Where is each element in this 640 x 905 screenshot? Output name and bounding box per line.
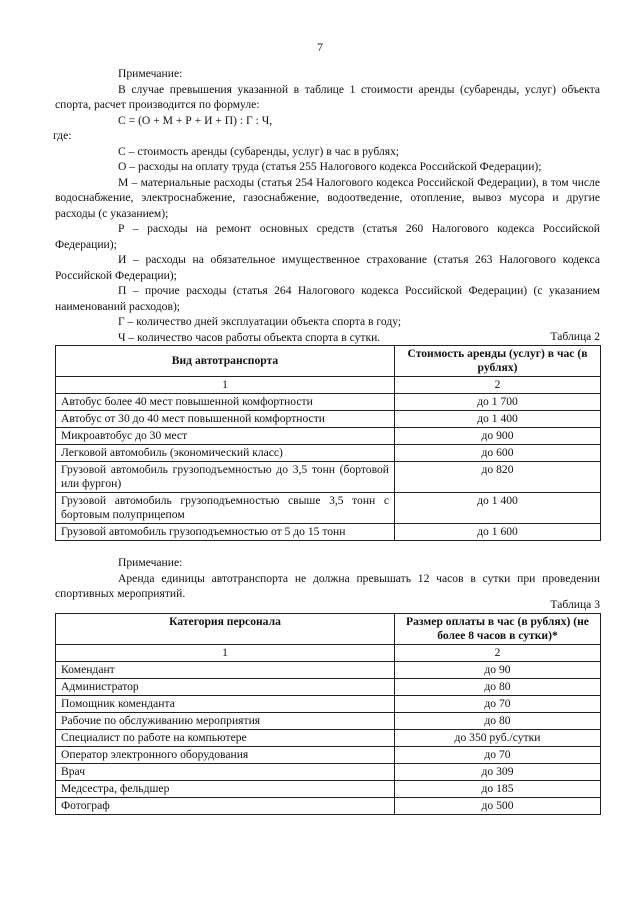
payment-cell: до 309	[395, 764, 601, 781]
staff-category-cell: Комендант	[56, 662, 395, 679]
table-row	[56, 747, 601, 764]
definition-ch: Ч – количество часов работы объекта спорта в сутки.	[118, 330, 381, 344]
price-cell: до 1 400	[395, 493, 601, 524]
column-number: 2	[395, 377, 601, 394]
table-row	[56, 764, 601, 781]
staff-category-cell: Врач	[56, 764, 395, 781]
payment-cell: до 80	[395, 679, 601, 696]
staff-category-cell: Медсестра, фельдшер	[56, 781, 395, 798]
price-cell: до 1 400	[395, 411, 601, 428]
definition-o: О – расходы на оплату труда (статья 255 Налогового кодекса Российской Федерации);	[118, 160, 542, 173]
payment-cell: до 90	[395, 662, 601, 679]
table-row	[56, 394, 601, 411]
payment-cell: до 70	[395, 696, 601, 713]
vehicle-type-cell: Микроавтобус до 30 мест	[56, 428, 395, 445]
column-header: Вид автотранспорта	[56, 346, 395, 377]
note-rent-limit-text: Аренда единицы автотранспорта не должна превышать 12 часов в сутки при проведении спортивных мероприятий.	[55, 571, 600, 600]
vehicle-type-cell: Автобус от 30 до 40 мест повышенной комфортности	[56, 411, 395, 428]
column-number-row	[56, 377, 601, 394]
note-rent-limit-block	[55, 555, 600, 602]
price-cell: до 900	[395, 428, 601, 445]
definition-c: С – стоимость аренды (субаренды, услуг) в час в рублях;	[118, 144, 400, 158]
where-label: где:	[53, 129, 72, 142]
column-number: 2	[395, 645, 601, 662]
table-row	[56, 730, 601, 747]
note-heading: Примечание:	[118, 67, 183, 80]
staff-category-cell: Специалист по работе на компьютере	[56, 730, 395, 747]
vehicle-type-cell: Грузовой автомобиль грузоподъемностью от 5 до 15 тонн	[56, 524, 395, 541]
price-cell: до 820	[395, 462, 601, 493]
table-row	[56, 679, 601, 696]
staff-payment-table	[55, 613, 601, 815]
column-number: 1	[56, 377, 395, 394]
table3-caption: Таблица 3	[550, 598, 600, 611]
staff-category-cell: Администратор	[56, 679, 395, 696]
note-heading: Примечание:	[118, 556, 183, 569]
table-header-row	[56, 614, 601, 645]
payment-cell: до 80	[395, 713, 601, 730]
price-cell: до 600	[395, 445, 601, 462]
column-number-row	[56, 645, 601, 662]
vehicle-type-cell: Грузовой автомобиль грузоподъемностью до 3,5 тонн (бортовой или фургон)	[56, 462, 395, 493]
table-row	[56, 781, 601, 798]
table-row	[56, 428, 601, 445]
vehicle-rent-table	[55, 345, 601, 541]
definition-r: Р – расходы на ремонт основных средств (статья 260 Налогового кодекса Российской Федерации);	[55, 222, 600, 251]
table-row	[56, 445, 601, 462]
definition-i: И – расходы на обязательное имущественное страхование (статья 263 Налогового кодекса Российской Федерации);	[55, 253, 600, 282]
table-row	[56, 411, 601, 428]
table-row	[56, 462, 601, 493]
table-row	[56, 493, 601, 524]
payment-cell: до 500	[395, 798, 601, 815]
table2-caption: Таблица 2	[550, 330, 600, 343]
staff-category-cell: Фотограф	[56, 798, 395, 815]
table-row	[56, 662, 601, 679]
column-header: Размер оплаты в час (в рублях) (не более 8 часов в сутки)*	[395, 614, 601, 645]
vehicle-type-cell: Автобус более 40 мест повышенной комфортности	[56, 394, 395, 411]
note-intro: В случае превышения указанной в таблице 1 стоимости аренды (субаренды, услуг) объекта спорта, расчет производится по формуле:	[55, 82, 600, 111]
staff-category-cell: Рабочие по обслуживанию мероприятия	[56, 713, 395, 730]
payment-cell: до 70	[395, 747, 601, 764]
staff-category-cell: Помощник коменданта	[56, 696, 395, 713]
definition-m: М – материальные расходы (статья 254 Налогового кодекса Российской Федерации), в том числе водоснабжение, электроснабжение, газоснабжение, водоотведение, отопление, вывоз мусора и другие расходы (с указанием);	[55, 175, 600, 220]
definition-p: П – прочие расходы (статья 264 Налогового кодекса Российской Федерации) (с указанием наименований расходов);	[55, 284, 600, 313]
table-row	[56, 696, 601, 713]
vehicle-type-cell: Грузовой автомобиль грузоподъемностью свыше 3,5 тонн с бортовым полуприцепом	[56, 493, 395, 524]
payment-cell: до 185	[395, 781, 601, 798]
column-header: Стоимость аренды (услуг) в час (в рублях)	[395, 346, 601, 377]
formula: С = (О + М + Р + И + П) : Г : Ч,	[118, 113, 273, 127]
note-formula-block	[55, 66, 600, 345]
table-row	[56, 524, 601, 541]
table-row	[56, 713, 601, 730]
definition-g: Г – количество дней эксплуатации объекта спорта в году;	[118, 315, 402, 328]
column-number: 1	[56, 645, 395, 662]
page-number: 7	[317, 40, 323, 54]
vehicle-type-cell: Легковой автомобиль (экономический класс)	[56, 445, 395, 462]
price-cell: до 1 700	[395, 394, 601, 411]
staff-category-cell: Оператор электронного оборудования	[56, 747, 395, 764]
payment-cell: до 350 руб./сутки	[395, 730, 601, 747]
table-row	[56, 798, 601, 815]
price-cell: до 1 600	[395, 524, 601, 541]
table-header-row	[56, 346, 601, 377]
column-header: Категория персонала	[56, 614, 395, 645]
